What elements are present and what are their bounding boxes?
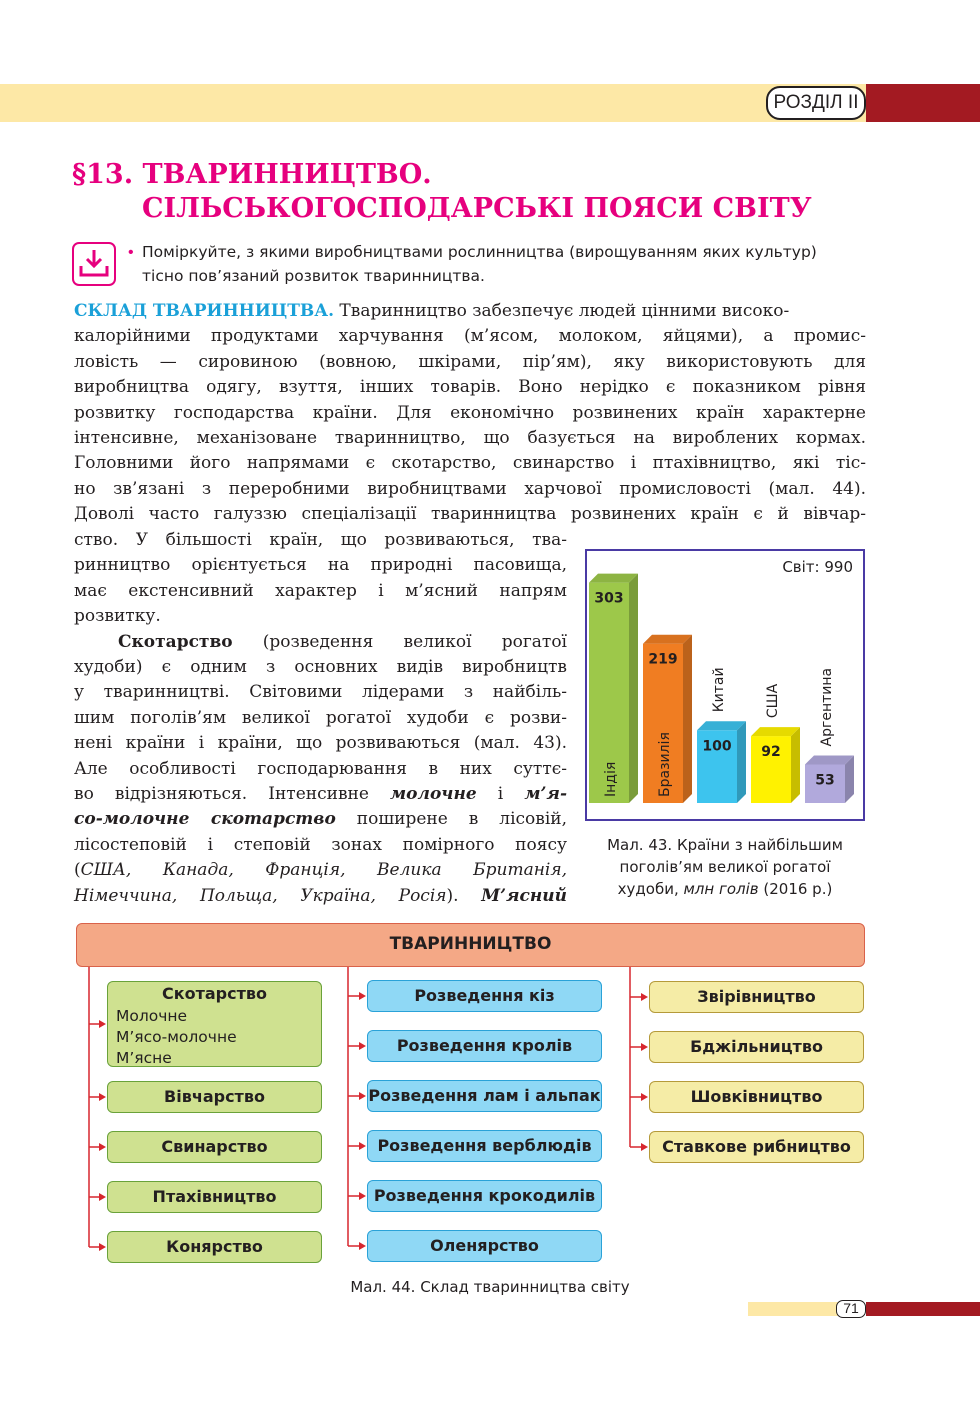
diagram-root: ТВАРИННИЦТВО bbox=[76, 923, 865, 967]
section-lead: СКЛАД ТВАРИННИЦТВА. bbox=[74, 301, 335, 321]
hint-line: тісно пов’язаний розвиток тваринництва. bbox=[142, 267, 485, 285]
body-line-text: (розведення великої рогатої bbox=[232, 631, 567, 652]
body-line: калорійними продуктами харчування (м’ясом, молоком, яйцями), а промис- bbox=[74, 326, 866, 347]
term-dairy: молочне bbox=[390, 784, 477, 805]
diagram-node: Шовківництво bbox=[649, 1081, 864, 1113]
caption-text: (2016 р.) bbox=[758, 880, 833, 898]
body-line: ловість — сировиною (вовною, шкірами, пір’ям), яку використовують для bbox=[74, 351, 866, 372]
arrow-icon bbox=[99, 1143, 106, 1151]
chart-category-label: Китай bbox=[711, 667, 727, 713]
diagram-node: Розведення лам і альпак bbox=[367, 1080, 602, 1112]
arrow-icon bbox=[641, 1143, 648, 1151]
diagram-node: Свинарство bbox=[107, 1131, 322, 1163]
diagram-node: Птахівництво bbox=[107, 1181, 322, 1213]
term-meat-dairy-cattle: со-молочне скотарство bbox=[74, 809, 336, 830]
paragraph-title-line-1: §13. ТВАРИННИЦТВО. bbox=[72, 159, 432, 190]
diagram-node: Конярство bbox=[107, 1231, 322, 1263]
chart-category-label: США bbox=[765, 683, 781, 719]
caption-text: худоби, bbox=[617, 880, 684, 898]
diagram-node: Звірівництво bbox=[649, 981, 864, 1013]
chart-title: Світ: 990 bbox=[782, 558, 853, 576]
arrow-icon bbox=[641, 1093, 648, 1101]
chart-value-label: 303 bbox=[594, 590, 624, 607]
body-line: розвитку господарства країни. Для економічно розвинених країн характерне bbox=[74, 402, 866, 423]
chart-value-label: 219 bbox=[648, 651, 678, 668]
body-line: Доволі часто галуззю спеціалізації тваринництва розвинених країн є й вівчар- bbox=[74, 504, 866, 525]
body-line: ринництво орієнтується на природні пасовища, bbox=[74, 555, 567, 576]
arrow-icon bbox=[359, 1042, 366, 1050]
body-line: у тваринництві. Світовими лідерами з найбіль- bbox=[74, 682, 567, 703]
body-line: но зв’язані з переробними виробництвами харчової промисловості (мал. 44). bbox=[74, 478, 866, 499]
hint-line: Поміркуйте, з якими виробництвами рослинництва (вирощуванням яких культур) bbox=[142, 243, 817, 261]
footer-red-band bbox=[866, 1302, 980, 1316]
diagram-node: Оленярство bbox=[367, 1230, 602, 1262]
chart-category-label: Бразилія bbox=[657, 732, 673, 797]
arrow-icon bbox=[359, 1242, 366, 1250]
diagram-node: Бджільництво bbox=[649, 1031, 864, 1063]
arrow-icon bbox=[99, 1020, 106, 1028]
body-line-text: і bbox=[476, 784, 525, 805]
diagram-node: Розведення верблюдів bbox=[367, 1130, 602, 1162]
hint-bullet: • bbox=[128, 244, 134, 261]
caption-line: поголів’ям великої рогатої bbox=[619, 858, 831, 876]
paragraph-title-line-2: СІЛЬСЬКОГОСПОДАРСЬКІ ПОЯСИ СВІТУ bbox=[142, 193, 812, 224]
node-sub: М’ясне bbox=[116, 1049, 172, 1067]
node-sub: Молочне bbox=[116, 1007, 188, 1025]
body-line: розвитку. bbox=[74, 606, 161, 627]
caption-line: Мал. 43. Країни з найбільшим bbox=[607, 836, 843, 854]
chart-category-label: Індія bbox=[603, 761, 619, 797]
diagram-node: Ставкове рибництво bbox=[649, 1131, 864, 1163]
chart-value-label: 100 bbox=[702, 738, 732, 755]
body-line: лісостеповій і степовій зонах помірного поясу bbox=[74, 834, 567, 855]
body-line-text: ( bbox=[74, 860, 81, 881]
chart-category-label: Аргентина bbox=[819, 667, 835, 747]
page-number: 71 bbox=[836, 1300, 866, 1318]
country-list: Німеччина, Польща, Україна, Росія bbox=[74, 885, 447, 906]
diagram-node: Вівчарство bbox=[107, 1081, 322, 1113]
caption-unit: млн голів bbox=[683, 880, 759, 898]
arrow-icon bbox=[99, 1193, 106, 1201]
diagram-caption: Мал. 44. Склад тваринництва світу bbox=[350, 1278, 630, 1296]
arrow-icon bbox=[641, 1043, 648, 1051]
footer-band bbox=[748, 1302, 838, 1316]
chart-value-label: 53 bbox=[815, 772, 835, 789]
body-line-text: ). bbox=[446, 885, 482, 906]
body-line: інтенсивне, механізоване тваринництво, що базується на вироблених кормах. bbox=[74, 428, 866, 449]
arrow-icon bbox=[359, 1092, 366, 1100]
diagram-node-cattle bbox=[107, 981, 322, 1067]
diagram-node: Розведення крокодилів bbox=[367, 1180, 602, 1212]
body-line: Головними його напрямами є скотарство, свинарство і птахівництво, які тіс- bbox=[74, 453, 866, 474]
body-line-text: во відрізняються. Інтенсивне bbox=[74, 784, 391, 805]
arrow-icon bbox=[359, 1142, 366, 1150]
country-list: США, Канада, Франція, Велика Британія, bbox=[80, 860, 567, 881]
node-title: Скотарство bbox=[162, 984, 267, 1003]
arrow-icon bbox=[359, 1192, 366, 1200]
body-line-text: Тваринництво забезпечує людей цінними високо- bbox=[334, 301, 790, 321]
arrow-icon bbox=[641, 993, 648, 1001]
node-sub: М’ясо-молочне bbox=[116, 1028, 237, 1046]
term-cattle: Скотарство bbox=[118, 631, 233, 652]
diagram-node: Розведення кіз bbox=[367, 980, 602, 1012]
body-line-text: поширене в лісовій, bbox=[335, 809, 568, 830]
section-label: РОЗДІЛ II bbox=[766, 86, 866, 120]
term-meat: М’ясний bbox=[481, 885, 567, 906]
body-line: має екстенсивний характер і м’ясний напрям bbox=[74, 580, 567, 601]
chart-value-label: 92 bbox=[761, 744, 781, 761]
diagram-node: Розведення кролів bbox=[367, 1030, 602, 1062]
body-line: шим поголів’ям великої рогатої худоби є розви- bbox=[74, 707, 567, 728]
body-line: худоби) є одним з основних видів виробництв bbox=[74, 657, 567, 678]
body-line: ство. У більшості країн, що розвиваються, тва- bbox=[74, 530, 567, 550]
arrow-icon bbox=[99, 1243, 106, 1251]
arrow-icon bbox=[359, 992, 366, 1000]
body-line: Але особливості господарювання в них суттє- bbox=[74, 758, 567, 779]
arrow-icon bbox=[99, 1093, 106, 1101]
body-line: виробництва одягу, взуття, інших товарів. Воно нерідко є показником рівня bbox=[74, 377, 866, 398]
term-meat-dairy: м’я- bbox=[524, 784, 567, 805]
body-line: нені країни і країни, що розвиваються (мал. 43). bbox=[74, 733, 567, 754]
